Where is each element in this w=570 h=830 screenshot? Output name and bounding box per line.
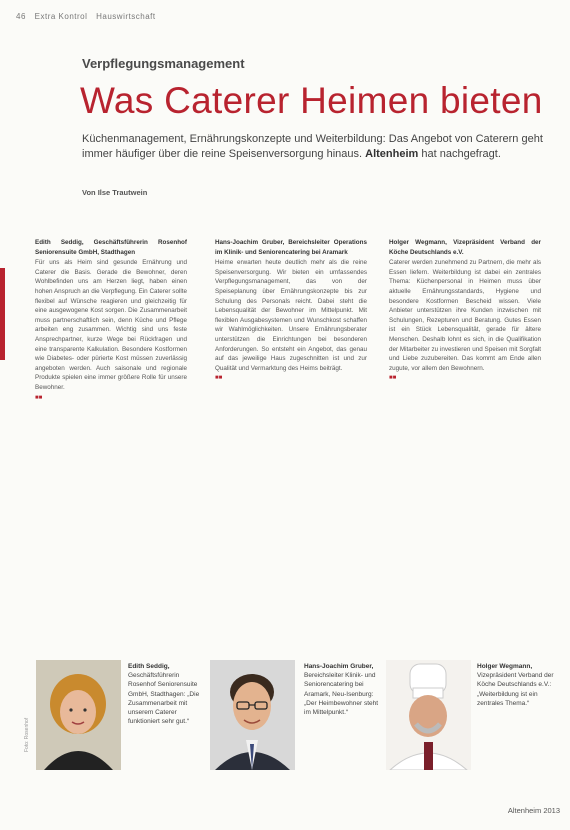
article-intro (82, 132, 552, 162)
text-column-2 (215, 238, 367, 384)
column-text: Heime erwarten heute deutlich mehr als die reine Speisenversorgung. Wir bieten ein umfassendes Verpflegungsmanagement, das von der Speiseplanung über Ernährungskonzepte bis zur Schulung des Personals reicht. Dabei steht die Lebensqualität der Bewohner im Mittelpunkt. Mit flexiblen Ausgabesystemen und Wunschkost schaffen wir Wahlmöglichkeiten. Unsere Ernährungsberater unterstützen die Einrichtungen bei besonderen Anforderungen. So entsteht ein Angebot, das genau auf das jeweilige Haus zugeschnitten ist und zur Qualität und Vermarktung des Heims beiträgt. (215, 259, 367, 372)
caption-name: Holger Wegmann, (477, 663, 533, 670)
intro-suffix: hat nachgefragt. (421, 148, 501, 160)
column-speaker: Edith Seddig, Geschäftsführerin Rosenhof Seniorensuite GmbH, Stadthagen (35, 239, 187, 256)
column-text: Für uns als Heim sind gesunde Ernährung und Caterer die Basis. Gerade die Bewohner, deren Wohlbefinden uns am Herzen liegt, haben einen hohen Anspruch an die Verpflegung. Ein Caterer sollte flexibel auf Wünsche reagieren und gleichzeitig für eine ausgewogene Kost sorgen. Die Zusammenarbeit muss partnerschaftlich sein, denn Küche und Pflege arbeiten eng zusammen. Wichtig sind uns feste Ansprechpartner, kurze Wege bei Rückfragen und eine transparente Kalkulation. Besondere Kostformen wie Diabetes- oder pürierte Kost müssen zuverlässig angeboten werden. Auch saisonale und regionale Produkte spielen eine immer größere Rolle für unsere Bewohner. (35, 259, 187, 391)
end-mark: ■■ (389, 375, 397, 382)
caption-role: Vizepräsident Verband der Köche Deutschlands e.V.: (477, 672, 554, 689)
caption-name: Hans-Joachim Gruber, (304, 663, 374, 670)
text-column-3 (389, 238, 541, 384)
section-label: Extra Kontrol (34, 12, 88, 21)
caption-role: Geschäftsführerin Rosenhof Seniorensuite GmbH, Stadthagen: (128, 672, 198, 698)
page-footer (508, 806, 560, 815)
page-number: 46 (16, 12, 26, 21)
photo-caption-2 (304, 662, 384, 717)
text-column-1 (35, 238, 187, 403)
end-mark: ■■ (35, 394, 43, 401)
column-speaker: Hans-Joachim Gruber, Bereichsleiter Operations im Klinik- und Seniorencatering bei Aramark (215, 239, 367, 256)
photo-caption-3 (477, 662, 557, 708)
column-text: Caterer werden zunehmend zu Partnern, die mehr als Essen liefern. Weiterbildung ist dabei ein zentrales Thema: Küchenpersonal in Heimen muss über aktuelle Ernährungsstandards, Hygiene und besondere Kostformen Bescheid wissen. Viele Anbieter unterstützen ihre Kunden inzwischen mit Schulungen, Rezepturen und Beratung. Gutes Essen ist ein Stück Lebensqualität, gerade für ältere Menschen. Deshalb lohnt es sich, in die Qualifikation der Mitarbeiter zu investieren und Speisen mit Sorgfalt und Liebe zuzubereiten. Das kommt am Ende allen zugute, vor allem den Bewohnern. (389, 259, 541, 372)
caption-name: Edith Seddig, (128, 663, 170, 670)
footer-magazine: Altenheim (507, 806, 542, 815)
portrait-woman-icon (36, 660, 121, 770)
intro-text: Küchenmanagement, Ernährungskonzepte und Weiterbildung: Das Angebot von Caterern geht immer häufiger über die reine Speisenversorgung hinaus. (82, 133, 543, 160)
portrait-chef-icon (386, 660, 471, 770)
caption-quote: „Der Heimbewohner steht im Mittelpunkt.“ (304, 699, 379, 717)
footer-issue: 2013 (543, 806, 560, 815)
article-byline: Von Ilse Trautwein (82, 188, 148, 197)
category-label: Hauswirtschaft (96, 12, 156, 21)
intro-brand: Altenheim (365, 148, 419, 160)
caption-role: Bereichsleiter Klinik- und Seniorencatering bei Aramark, Neu-Isenburg: (304, 672, 376, 698)
article-headline: Was Caterer Heimen bieten (80, 80, 543, 121)
end-mark: ■■ (215, 375, 223, 382)
portrait-man-glasses-icon (210, 660, 295, 770)
photo-caption-1 (128, 662, 208, 726)
page-header (16, 12, 162, 21)
column-speaker: Holger Wegmann, Vizepräsident Verband der Köche Deutschlands e.V. (389, 239, 541, 256)
accent-bar (0, 268, 5, 360)
article-kicker: Verpflegungsmanagement (82, 56, 245, 71)
photo-credit: Foto: Rosenhof (24, 717, 30, 752)
caption-quote: „Die Zusammenarbeit mit unserem Caterer funktioniert sehr gut.“ (128, 690, 200, 726)
caption-quote: „Weiterbildung ist ein zentrales Thema.“ (477, 690, 538, 707)
